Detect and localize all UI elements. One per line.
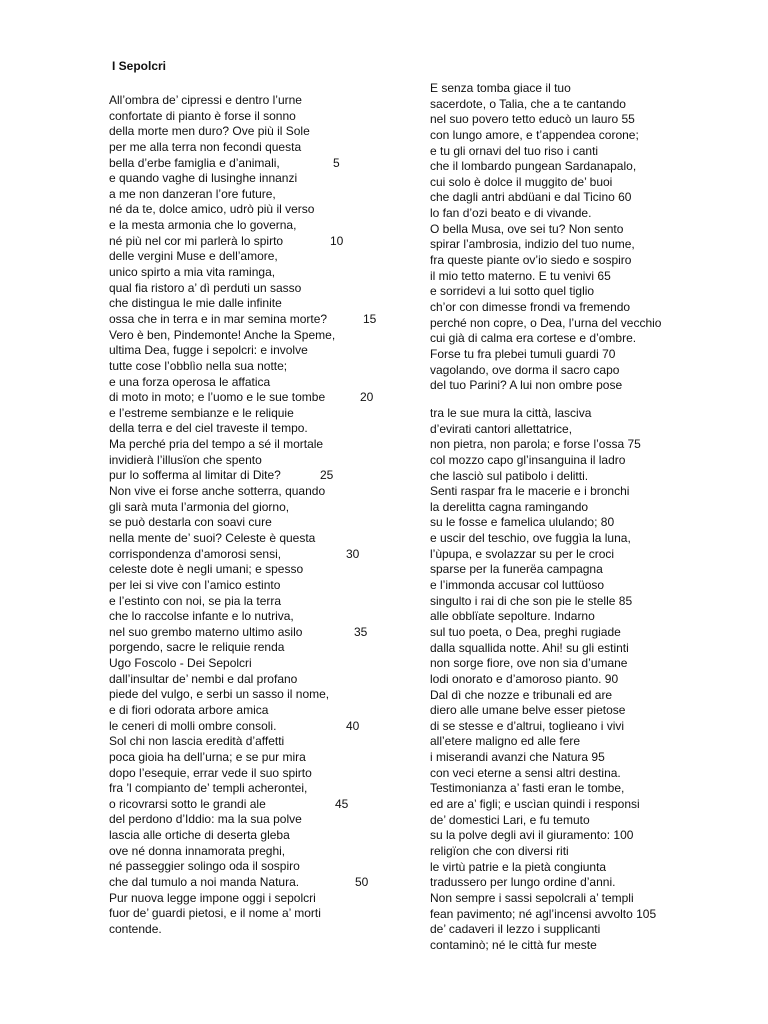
verse-line	[109, 672, 389, 688]
verse-text: e quando vaghe di lusinghe innanzi	[109, 171, 298, 186]
verse-line	[109, 140, 389, 156]
left-column	[109, 93, 389, 938]
verse-line	[109, 468, 389, 484]
verse-text: né più nel cor mi parlerà lo spirto	[109, 233, 284, 248]
verse-text: le ceneri di molli ombre consoli.	[109, 718, 277, 733]
verse-text: ossa che in terra e in mar semina morte?	[109, 311, 328, 326]
verse-line	[109, 844, 389, 860]
verse-text: di moto in moto; e l’uomo e le sue tombe	[109, 390, 326, 405]
verse-text: All’ombra de’ cipressi e dentro l’urne	[109, 93, 302, 107]
verse-text: corrispondenza d’amorosi sensi,	[109, 546, 282, 561]
verse-text: ove né donna innamorata preghi,	[109, 843, 286, 858]
verse-line: sul tuo poeta, o Dea, preghi rugiade	[430, 624, 621, 639]
verse-line	[109, 296, 389, 312]
line-number: 15	[363, 311, 377, 326]
verse-line: su la polve degli avi il giuramento: 100	[430, 828, 634, 843]
verse-text: nella mente de’ suoi? Celeste è questa	[109, 530, 316, 545]
verse-text: qual fia ristoro a’ dì perduti un sasso	[109, 280, 302, 295]
verse-text: Vero è ben, Pindemonte! Anche la Speme,	[109, 327, 336, 342]
verse-text: del perdono d’Iddio: ma la sua polve	[109, 812, 302, 827]
verse-line	[109, 531, 389, 547]
verse-line: religïon che con diversi riti	[430, 843, 569, 858]
verse-text: per lei si vive con l’amico estinto	[109, 577, 281, 592]
line-number: 40	[346, 718, 360, 733]
verse-line: O bella Musa, ove sei tu? Non sento	[430, 221, 624, 236]
verse-line	[109, 640, 389, 656]
verse-text: della terra e del ciel traveste il tempo.	[109, 421, 308, 436]
verse-text: porgendo, sacre le reliquie renda	[109, 640, 285, 655]
line-number: 5	[333, 155, 340, 170]
verse-line: d’evirati cantori allettatrice,	[430, 421, 573, 436]
verse-line: perché non copre, o Dea, l’urna del vecchio	[430, 315, 662, 330]
verse-line: lodi onorato e d’amoroso pianto. 90	[430, 671, 619, 686]
verse-text: contende.	[109, 921, 162, 936]
verse-text: ultima Dea, fugge i sepolcri: e involve	[109, 343, 308, 358]
verse-text: che dal tumulo a noi manda Natura.	[109, 875, 300, 890]
verse-text: fra ’l compianto de’ templi acherontei,	[109, 781, 308, 796]
verse-line: che lasciò sul patibolo i delitti.	[430, 468, 589, 483]
verse-text: e una forza operosa le affatica	[109, 374, 271, 389]
verse-line: sacerdote, o Talia, che a te cantando	[430, 96, 626, 111]
verse-text: e l’estreme sembianze e le reliquie	[109, 405, 294, 420]
verse-line: che dagli antri abdüani e dal Ticino 60	[430, 190, 632, 205]
right-column-bottom	[430, 406, 730, 953]
verse-text: a me non danzeran l’ore future,	[109, 186, 276, 201]
verse-text: invidierà l’illusïon che spento	[109, 452, 262, 467]
verse-line: i miserandi avanzi che Natura 95	[430, 750, 605, 765]
verse-line	[109, 171, 389, 187]
verse-line: vagolando, ove dorma il sacro capo	[430, 362, 620, 377]
verse-text: Ma perché pria del tempo a sé il mortale	[109, 437, 324, 452]
verse-text: bella d’erbe famiglia e d’animali,	[109, 155, 280, 170]
line-number: 45	[335, 796, 349, 811]
line-number: 30	[346, 546, 360, 561]
verse-text: Sol chi non lascia eredità d’affetti	[109, 734, 285, 749]
verse-line	[109, 875, 389, 891]
verse-line: dalla squallida notte. Ahi! su gli estinti	[430, 640, 629, 655]
verse-line: cui solo è dolce il muggito de’ buoi	[430, 174, 613, 189]
verse-line: di se stesse e d’altrui, toglieano i vivi	[430, 718, 625, 733]
verse-line: le virtù patrie e la pietà congiunta	[430, 859, 607, 874]
verse-line: cui già di calma era cortese e d’ombre.	[430, 331, 637, 346]
verse-line	[109, 859, 389, 875]
verse-line	[109, 484, 389, 500]
line-number: 10	[330, 233, 344, 248]
verse-line: la derelitta cagna ramingando	[430, 499, 589, 514]
verse-line	[109, 421, 389, 437]
verse-text: che lo raccolse infante e lo nutriva,	[109, 609, 294, 624]
verse-line: e uscir del teschio, ove fuggìa la luna,	[430, 531, 631, 546]
poem-title: I Sepolcri	[112, 59, 167, 73]
verse-line	[109, 625, 389, 641]
verse-line: che il lombardo pungean Sardanapalo,	[430, 159, 637, 174]
verse-line	[109, 594, 389, 610]
verse-line	[109, 265, 389, 281]
verse-line: su le fosse e famelica ululando; 80	[430, 515, 615, 530]
verse-line	[109, 922, 389, 938]
verse-line	[109, 547, 389, 563]
verse-text: se può destarla con soavi cure	[109, 515, 272, 530]
verse-line	[109, 891, 389, 907]
verse-line: Non sempre i sassi sepolcrali a’ templi	[430, 890, 634, 905]
verse-line: Senti raspar fra le macerie e i bronchi	[430, 484, 630, 499]
verse-line: tradussero per lungo ordine d’anni.	[430, 875, 616, 890]
verse-line: l’ùpupa, e svolazzar su per le croci	[430, 546, 615, 561]
verse-line: ch’or con dimesse frondi va fremendo	[430, 299, 631, 314]
verse-text: Non vive ei forse anche sotterra, quando	[109, 484, 326, 499]
verse-line	[109, 156, 389, 172]
verse-line: con veci eterne a sensi altri destina.	[430, 765, 621, 780]
verse-line	[109, 906, 389, 922]
verse-text: gli sarà muta l’armonia del giorno,	[109, 499, 290, 514]
verse-line	[109, 375, 389, 391]
verse-text: piede del vulgo, e serbi un sasso il nome,	[109, 687, 330, 702]
verse-line: sparse per la funerëa campagna	[430, 562, 603, 577]
verse-line	[109, 828, 389, 844]
verse-line	[109, 797, 389, 813]
verse-line	[109, 109, 389, 125]
verse-line: fean pavimento; né agl’incensi avvolto 105	[430, 906, 657, 921]
line-number: 35	[354, 624, 368, 639]
verse-text: e di fiori odorata arbore amica	[109, 702, 269, 717]
verse-line: e tu gli ornavi del tuo riso i canti	[430, 143, 599, 158]
line-number: 20	[360, 390, 374, 405]
verse-line	[109, 515, 389, 531]
verse-line	[109, 218, 389, 234]
verse-line	[109, 390, 389, 406]
verse-line	[109, 249, 389, 265]
verse-text: e l’estinto con noi, se pia la terra	[109, 593, 282, 608]
verse-line: non sorge fiore, ove non sia d’umane	[430, 656, 628, 671]
verse-line: all’etere maligno ed alle fere	[430, 734, 581, 749]
verse-line	[109, 453, 389, 469]
line-number: 50	[355, 875, 369, 890]
verse-text: poca gioia ha dell’urna; e se pur mira	[109, 749, 306, 764]
verse-line	[109, 312, 389, 328]
verse-text: pur lo sofferma al limitar di Dite?	[109, 468, 281, 483]
verse-line	[109, 578, 389, 594]
verse-line: e sorridevi a lui sotto quel tiglio	[430, 284, 595, 299]
verse-line	[109, 500, 389, 516]
verse-line	[109, 93, 389, 109]
verse-line	[109, 437, 389, 453]
verse-line: de’ cadaveri il lezzo i supplicanti	[430, 922, 601, 937]
verse-line: contaminò; né le città fur meste	[430, 937, 597, 952]
verse-line	[109, 187, 389, 203]
verse-line	[109, 562, 389, 578]
verse-text: tutte cose l’obblìo nella sua notte;	[109, 358, 288, 373]
verse-line	[109, 124, 389, 140]
verse-line	[109, 781, 389, 797]
verse-line: del tuo Parini? A lui non ombre pose	[430, 378, 623, 393]
verse-text: per me alla terra non fecondi questa	[109, 139, 302, 154]
verse-text: dall’insultar de’ nembi e dal profano	[109, 671, 298, 686]
verse-line	[109, 609, 389, 625]
verse-text: confortate di pianto è forse il sonno	[109, 108, 296, 123]
verse-line	[109, 656, 389, 672]
verse-text: unico spirto a mia vita raminga,	[109, 265, 276, 280]
verse-text: della morte men duro? Ove più il Sole	[109, 124, 310, 139]
verse-line: Forse tu fra plebei tumuli guardi 70	[430, 346, 616, 361]
line-number: 25	[320, 468, 334, 483]
verse-line: il mio tetto materno. E tu venivi 65	[430, 268, 611, 283]
verse-line	[109, 202, 389, 218]
verse-line: lo fan d’ozi beato e di vivande.	[430, 206, 592, 221]
verse-text: o ricovrarsi sotto le grandi ale	[109, 796, 266, 811]
verse-line: Dal dì che nozze e tribunali ed are	[430, 687, 613, 702]
verse-line: fra queste piante ov’io siedo e sospiro	[430, 253, 632, 268]
verse-line: Testimonianza a’ fasti eran le tombe,	[430, 781, 625, 796]
verse-text: né da te, dolce amico, udrò più il verso	[109, 202, 315, 217]
verse-line: de’ domestici Lari, e fu temuto	[430, 812, 590, 827]
verse-line	[109, 343, 389, 359]
verse-line: non pietra, non parola; e forse l’ossa 75	[430, 437, 641, 452]
verse-text: nel suo grembo materno ultimo asilo	[109, 624, 303, 639]
verse-line	[109, 734, 389, 750]
verse-line	[109, 328, 389, 344]
right-column-top	[430, 81, 730, 394]
verse-line: E senza tomba giace il tuo	[430, 81, 571, 95]
verse-text: delle vergini Muse e dell’amore,	[109, 249, 278, 264]
verse-line	[109, 281, 389, 297]
verse-line: spirar l’ambrosia, indizio del tuo nume,	[430, 237, 635, 252]
verse-line	[109, 766, 389, 782]
verse-line	[109, 234, 389, 250]
verse-text: né passeggier solingo oda il sospiro	[109, 859, 300, 874]
verse-line	[109, 719, 389, 735]
verse-line	[109, 687, 389, 703]
verse-text: Ugo Foscolo - Dei Sepolcri	[109, 656, 252, 671]
verse-text: Pur nuova legge impone oggi i sepolcri	[109, 890, 316, 905]
verse-text: lascia alle ortiche di deserta gleba	[109, 828, 290, 843]
verse-line: diero alle umane belve esser pietose	[430, 703, 626, 718]
verse-text: fuor de’ guardi pietosi, e il nome a’ morti	[109, 906, 321, 921]
verse-line: tra le sue mura la città, lasciva	[430, 406, 592, 420]
verse-line	[109, 359, 389, 375]
verse-line: alle obblïate sepolture. Indarno	[430, 609, 595, 624]
verse-line: con lungo amore, e t’appendea corone;	[430, 127, 639, 142]
verse-text: e la mesta armonia che lo governa,	[109, 218, 297, 233]
verse-line: singulto i rai di che son pie le stelle 85	[430, 593, 633, 608]
verse-line	[109, 750, 389, 766]
verse-line	[109, 812, 389, 828]
verse-line: e l’immonda accusar col luttüoso	[430, 578, 605, 593]
verse-line: ed are a’ figli; e uscìan quindi i responsi	[430, 797, 640, 812]
verse-text: dopo l’esequie, errar vede il suo spirto	[109, 765, 312, 780]
verse-line	[109, 406, 389, 422]
verse-line: col mozzo capo gl’insanguina il ladro	[430, 452, 626, 467]
verse-text: che distingua le mie dalle infinite	[109, 296, 282, 311]
verse-line	[109, 703, 389, 719]
verse-line: nel suo povero tetto educò un lauro 55	[430, 112, 635, 127]
verse-text: celeste dote è negli umani; e spesso	[109, 562, 304, 577]
